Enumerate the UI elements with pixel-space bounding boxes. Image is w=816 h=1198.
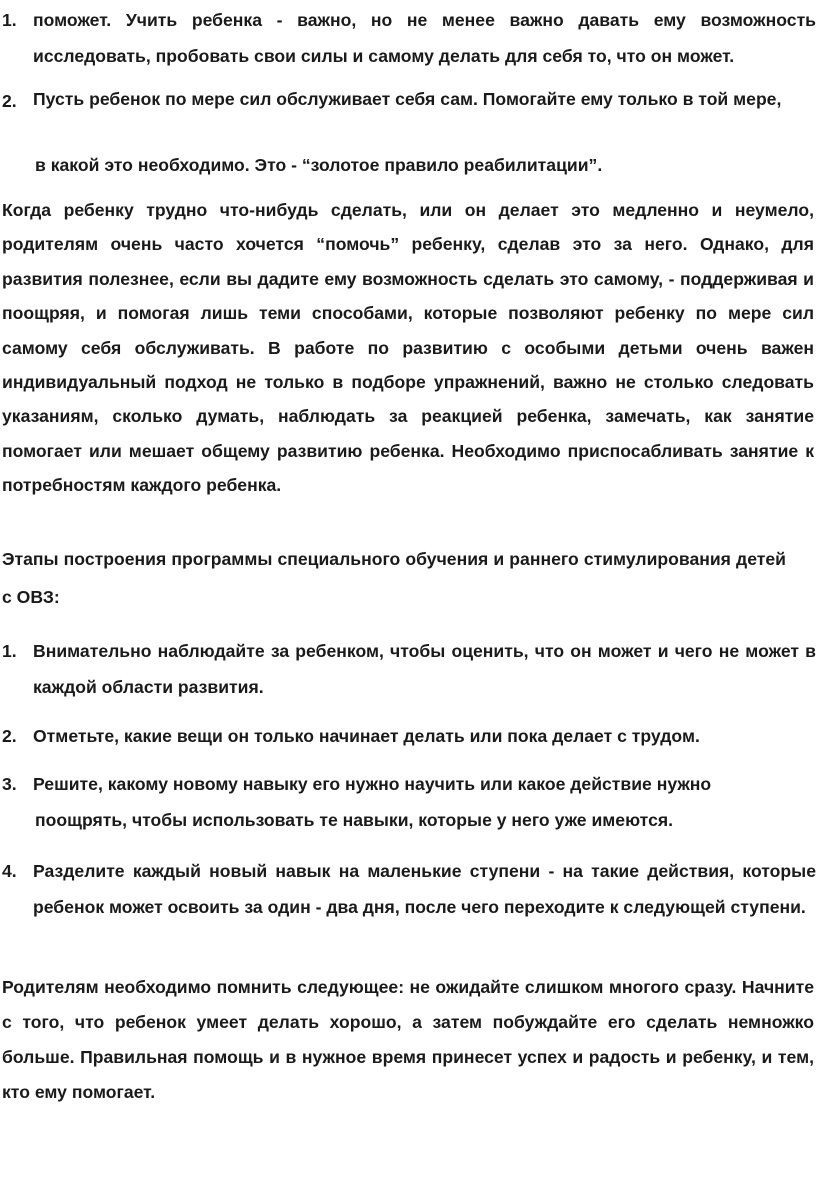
list-item-number: 2. — [2, 91, 17, 111]
list-item — [0, 83, 816, 155]
list-item — [0, 633, 816, 705]
list-item-text: Решите, какому новому навыку его нужно научить или какое действие нужно — [33, 774, 712, 794]
body-paragraph: Родителям необходимо помнить следующее: не ожидайте слишком многого сразу. Начните с того, что ребенок умеет делать хорошо, а затем побуждайте его сделать немножко больше. Правильная помощь и в нужное время принесет успех и радость и ребенку, и тем, кто ему помогает. — [2, 977, 814, 1102]
list-item-continuation — [0, 802, 816, 838]
list-item — [0, 718, 816, 754]
list-item-text: Разделите каждый новый навык на маленькие ступени - на такие действия, которые ребенок может освоить за один - два дня, после чего переходите к следующей ступени. — [33, 861, 816, 917]
list-item-number: 4. — [2, 861, 17, 881]
list-item-number: 3. — [2, 774, 17, 794]
list-item-text: Пусть ребенок по мере сил обслуживает себя сам. Помогайте ему только в той мере, — [33, 89, 782, 109]
list-item-text-continuation: поощрять, чтобы использовать те навыки, которые у него уже имеются. — [35, 810, 674, 830]
list-item — [0, 853, 816, 961]
section-heading: Этапы построения программы специального обучения и раннего стимулирования детей с ОВЗ: — [2, 549, 786, 607]
list-item-number: 1. — [2, 10, 17, 30]
list-item-text-continuation: в какой это необходимо. Это - “золотое правило реабилитации”. — [35, 155, 603, 175]
list-item-number: 2. — [2, 726, 17, 746]
list-item-continuation — [0, 147, 816, 183]
list-item — [0, 766, 816, 802]
list-item-text: поможет. Учить ребенка - важно, но не менее важно давать ему возможность исследовать, пробовать свои силы и самому делать для себя то, что он может. — [33, 10, 816, 66]
list-item-text: Внимательно наблюдайте за ребенком, чтобы оценить, что он может и чего не может в каждой области развития. — [33, 641, 816, 697]
list-item-number: 1. — [2, 641, 17, 661]
body-paragraph: Когда ребенку трудно что-нибудь сделать, или он делает это медленно и неумело, родителям очень часто хочется “помочь” ребенку, сделав это за него. Однако, для развития полезнее, если вы дадите ему возможность сделать это самому, - поддерживая и поощряя, и помогая лишь теми способами, которые позволяют ребенку по мере сил самому себя обслуживать. В работе по развитию с особыми детьми очень важен индивидуальный подход не только в подборе упражнений, важно не столько следовать указаниям, сколько думать, наблюдать за реакцией ребенка, замечать, как занятие помогает или мешает общему развитию ребенка. Необходимо приспосабливать занятие к потребностям каждого ребенка. — [2, 200, 814, 496]
list-item — [0, 2, 816, 74]
list-item-text: Отметьте, какие вещи он только начинает делать или пока делает с трудом. — [33, 726, 700, 746]
